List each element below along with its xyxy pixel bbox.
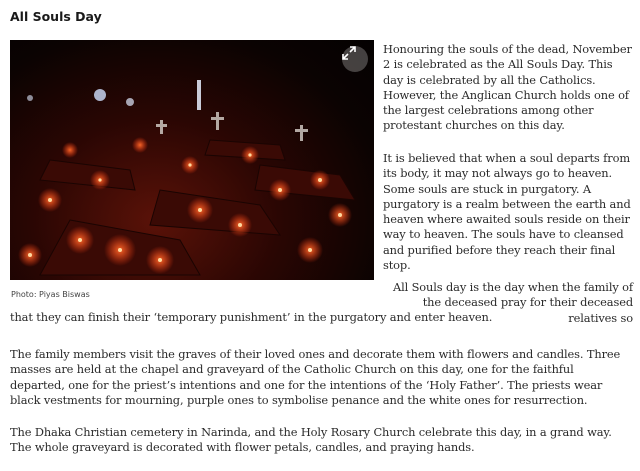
paragraph-5: The Dhaka Christian cemetery in Narinda, and the Holy Rosary Church celebrate this day, in a grand way. The whole graveyard is decorated with flower petals, candles, and praying hands. — [10, 425, 612, 455]
paragraph-3-start: All Souls day is the day when the family of the deceased pray for their deceased relatives so — [392, 280, 633, 325]
candle-lit-graveyard-image — [10, 40, 374, 280]
paragraph-3-end: that they can finish their ‘temporary punishment’ in the purgatory and enter heaven. — [10, 310, 493, 324]
cemetery-photo[interactable] — [10, 40, 374, 280]
expand-image-button[interactable] — [342, 46, 368, 72]
paragraph-1: Honouring the souls of the dead, November 2 is celebrated as the All Souls Day. This day is celebrated by all the Catholics. However, the Anglican Church holds one of the largest celebrations among other protestant churches on this day. — [383, 42, 632, 133]
expand-arrows-icon — [342, 46, 356, 60]
article-title: All Souls Day — [10, 9, 102, 24]
paragraph-4: The family members visit the graves of their loved ones and decorate them with flowers and candles. Three masses are held at the chapel and graveyard of the Catholic Church on this day, one for the faithful departed, one for the priest’s intentions and one for the intentions of the ‘Holy Father’. The priests wear black vestments for mourning, purple ones to symbolise penance and the white ones for resurrection. — [10, 347, 621, 407]
paragraph-2: It is believed that when a soul departs from its body, it may not always go to heaven. Some souls are stuck in purgatory. A purgatory is a realm between the earth and heaven where awaited souls reside on their way to heaven. The souls have to cleansed and purified before they reach their final stop. — [383, 151, 631, 273]
article-figure — [10, 40, 374, 299]
photo-caption: Photo: Piyas Biswas — [11, 290, 90, 299]
